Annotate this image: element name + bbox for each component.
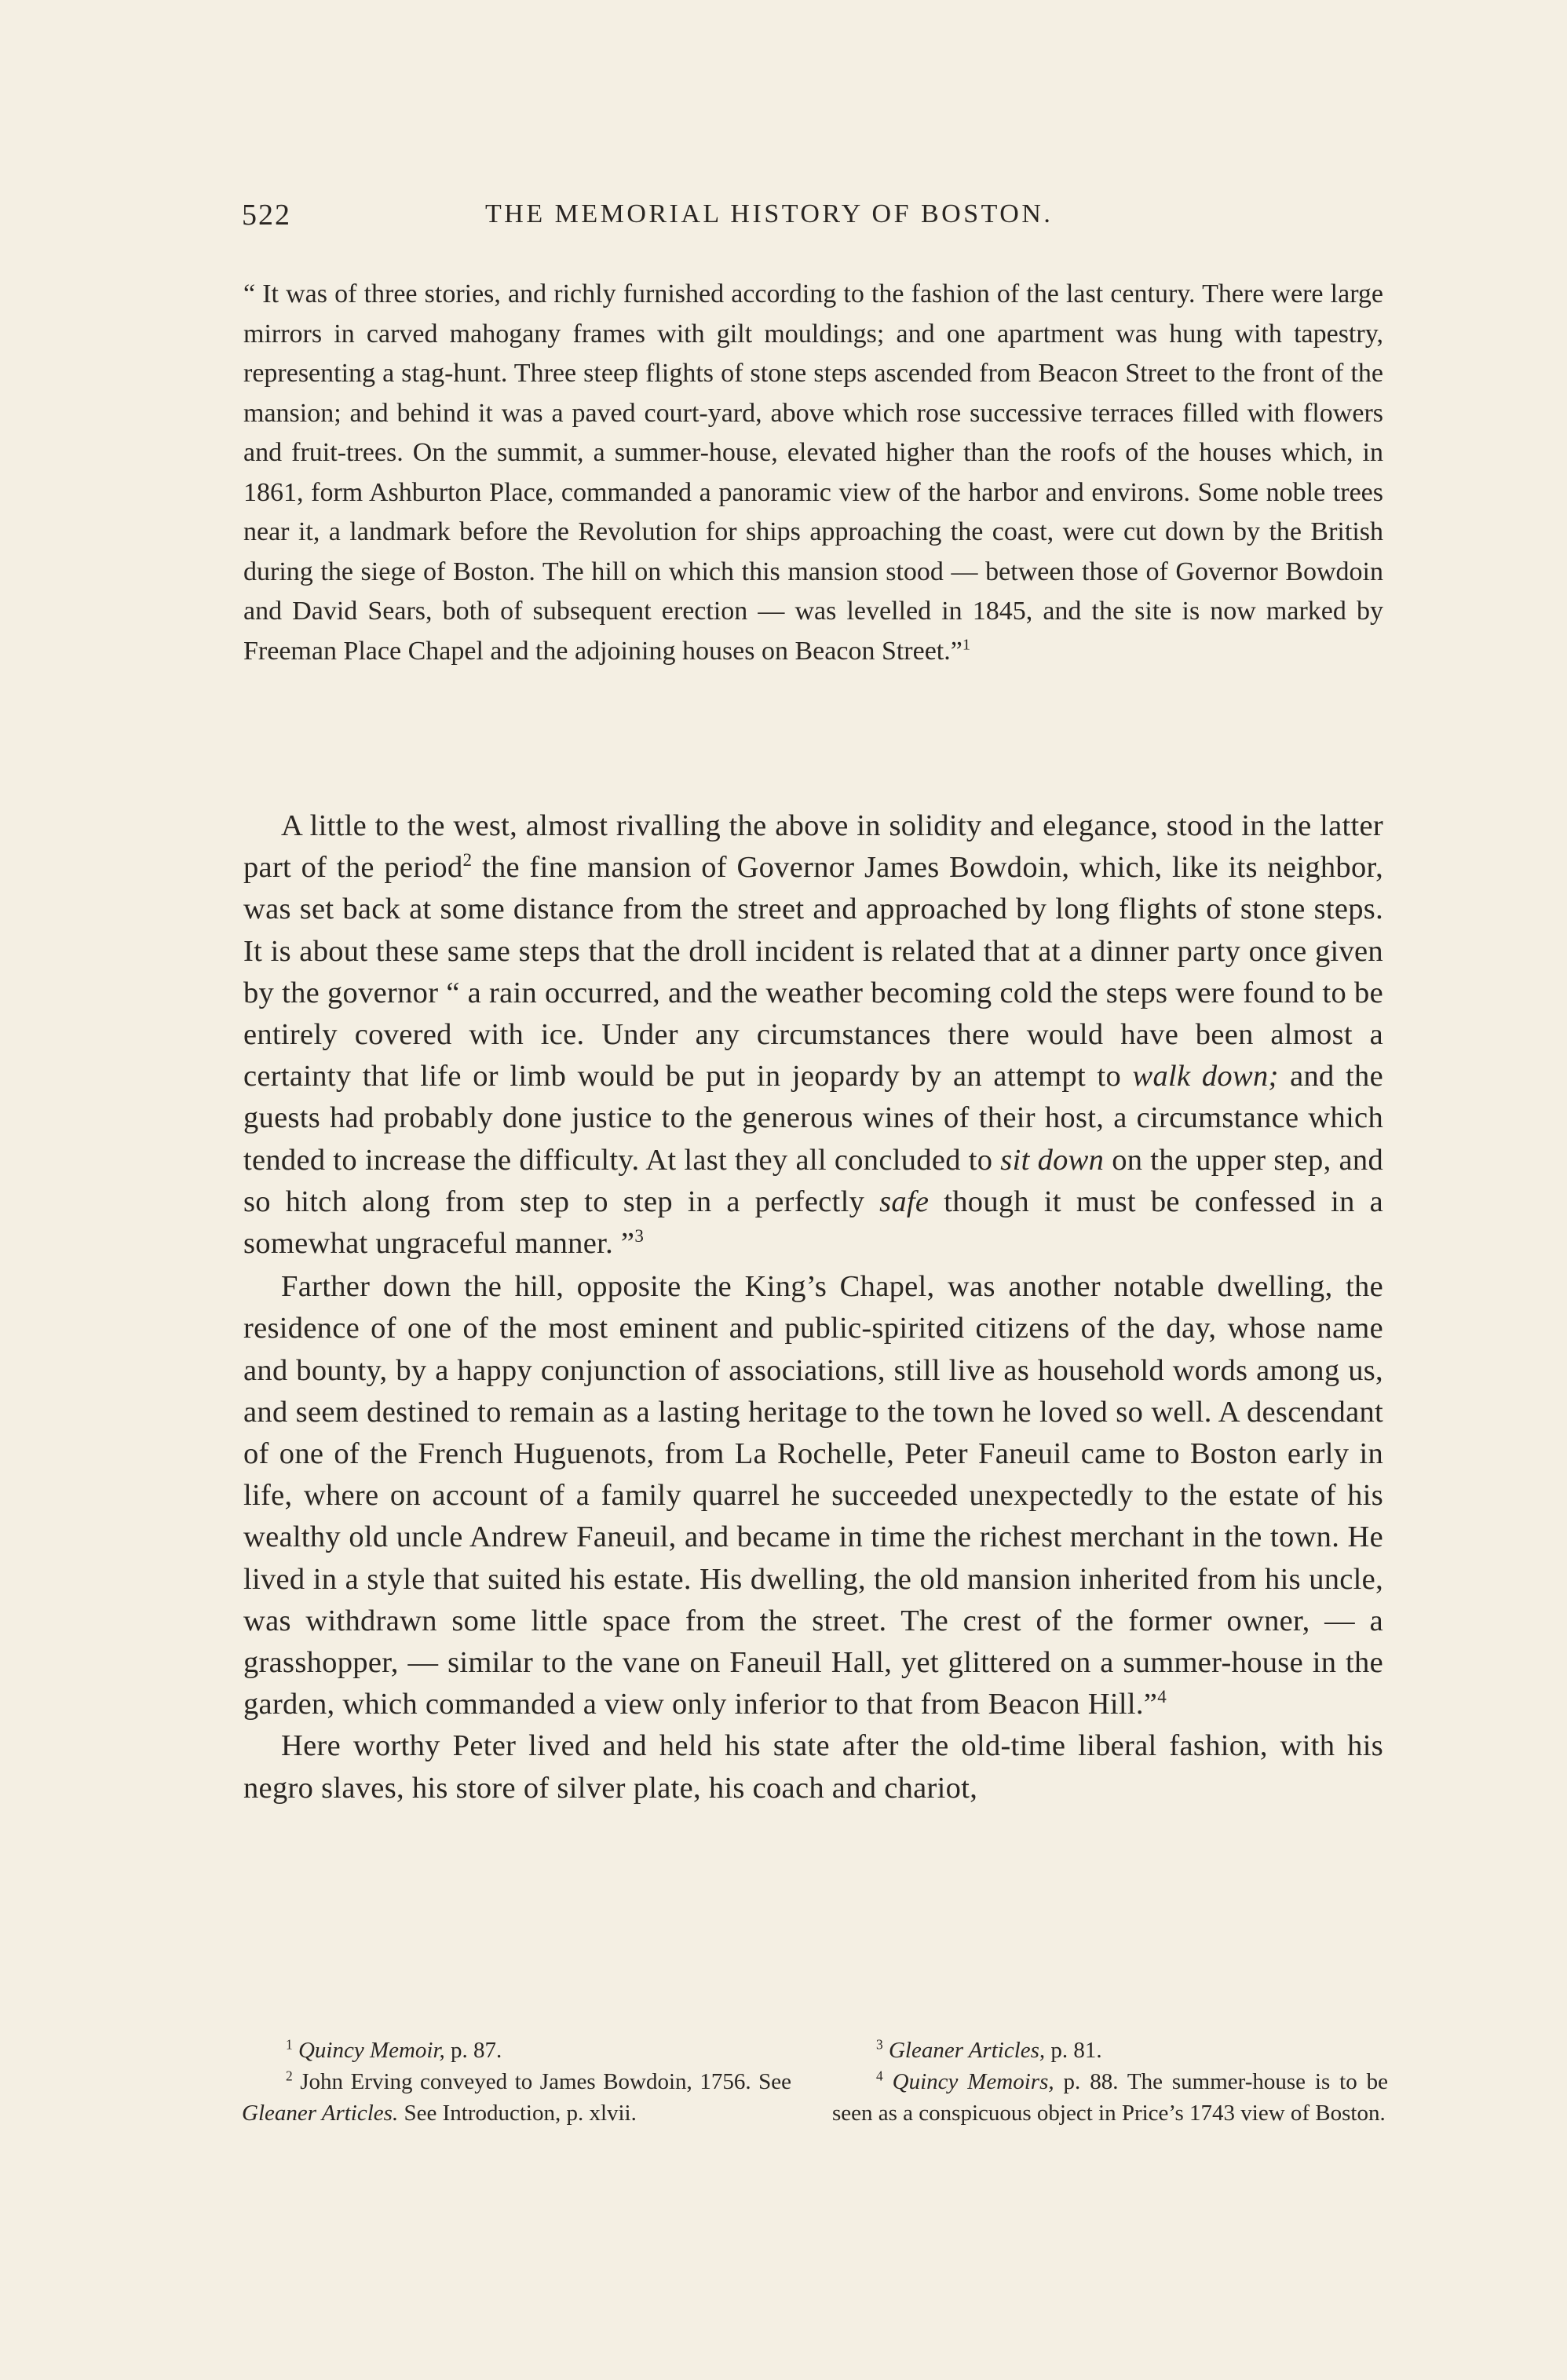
page-number: 522 bbox=[242, 199, 291, 232]
italic-text: sit down bbox=[1000, 1143, 1105, 1177]
running-title: THE MEMORIAL HISTORY OF BOSTON. bbox=[485, 199, 1054, 228]
footnote-number: 4 bbox=[876, 2068, 883, 2084]
footnote-ref-2: 2 bbox=[462, 849, 473, 871]
text-run: Farther down the hill, opposite the King’s Chapel, was another notable dwelling, the residence of one of the most eminent and public-spirited citizens of the day, whose name and bounty, by a happy conjunction of associations, still live as household words among us, and seem destined to remain as a lasting heritage to the town he loved so well. A descendant of one of the French Huguenots, from La Rochelle, Peter Faneuil came to Boston early in life, where on account of a family quarrel he succeeded unexpectedly to the estate of his wealthy old uncle Andrew Faneuil, and became in time the richest merchant in the town. He lived in a style that suited his estate. His dwelling, the old mansion inherited from his uncle, was withdrawn some little space from the street. The crest of the former owner, — a grasshopper, — similar to the vane on Faneuil Hall, yet glittered on a summer-house in the garden, which commanded a view only inferior to that from Beacon Hill.” bbox=[243, 1270, 1383, 1721]
footnote-text: See Introduction, p. xlvii. bbox=[398, 2101, 637, 2126]
paragraph-peter bbox=[243, 1725, 1383, 1809]
text-run: A little to the west, almost rivalling the above in solidity and elegance, stood in the latter part of the period bbox=[243, 809, 1383, 885]
footnote-text: p. 81. bbox=[1045, 2038, 1102, 2063]
quote-paragraph bbox=[243, 275, 1383, 671]
footnote-2 bbox=[242, 2066, 791, 2129]
footnote-ref-4: 4 bbox=[1157, 1686, 1167, 1707]
paragraph-faneuil bbox=[243, 1266, 1383, 1725]
paragraph-bowdoin bbox=[243, 805, 1383, 1265]
footnote-number: 2 bbox=[286, 2068, 293, 2084]
footnote-3 bbox=[832, 2035, 1388, 2066]
footnotes-right-column bbox=[832, 2035, 1388, 2129]
text-run: the fine mansion of Governor James Bowdoin, which, like its neighbor, was set back at some distance from the street and approached by long flights of stone steps. It is about these same steps that the droll incident is related that at a dinner party once given by the governor “ a rain occurred, and the weather becoming cold the steps were found to be entirely covered with ice. Under any circumstances there would have been almost a certainty that life or limb would be put in jeopardy by an attempt to bbox=[243, 851, 1384, 1093]
italic-text: safe bbox=[879, 1185, 930, 1218]
block-quote bbox=[243, 275, 1383, 671]
text-run: on the upper step, and so hitch along from step to step in a perfectly bbox=[243, 1143, 1383, 1218]
footnote-ref-1: 1 bbox=[962, 636, 971, 654]
page-header bbox=[242, 198, 1385, 245]
footnote-text: p. 88. The summer-house is to be seen as a conspicuous object in Price’s 1743 view of Boston. bbox=[832, 2069, 1389, 2126]
footnote-text: p. 87. bbox=[444, 2038, 502, 2063]
footnote-number: 1 bbox=[286, 2036, 293, 2053]
footnote-title: Gleaner Articles, bbox=[888, 2038, 1046, 2063]
footnote-1 bbox=[242, 2035, 791, 2066]
footnote-4 bbox=[832, 2066, 1388, 2129]
footnote-text: John Erving conveyed to James Bowdoin, 1756. See bbox=[292, 2069, 791, 2094]
footnote-title: Quincy Memoirs, bbox=[892, 2069, 1054, 2094]
footnotes-left-column bbox=[242, 2035, 791, 2129]
text-run: Here worthy Peter lived and held his state after the old-time liberal fashion, with his negro slaves, his store of silver plate, his coach and chariot, bbox=[243, 1729, 1383, 1805]
footnote-title: Quincy Memoir, bbox=[298, 2038, 445, 2063]
footnote-title: Gleaner Articles. bbox=[242, 2101, 399, 2126]
text-run: and the guests had probably done justice to the generous wines of their host, a circumstance which tended to increase the difficulty. At last they all concluded to bbox=[243, 1060, 1383, 1177]
quote-text: “ It was of three stories, and richly furnished according to the fashion of the last century. There were large mirrors in carved mahogany frames with gilt mouldings; and one apartment was hung with tapestry, representing a stag-hunt. Three steep flights of stone steps ascended from Beacon Street to the front of the mansion; and behind it was a paved court-yard, above which rose successive terraces filled with flowers and fruit-trees. On the summit, a summer-house, elevated higher than the roofs of the houses which, in 1861, form Ashburton Place, commanded a panoramic view of the harbor and environs. Some noble trees near it, a landmark before the Revolution for ships approaching the coast, were cut down by the British during the siege of Boston. The hill on which this mansion stood — between those of Governor Bowdoin and David Sears, both of subsequent erection — was levelled in 1845, and the site is now marked by Freeman Place Chapel and the adjoining houses on Beacon Street.” bbox=[243, 279, 1383, 666]
main-text bbox=[243, 805, 1383, 1809]
text-run: though it must be confessed in a somewhat ungraceful manner. ” bbox=[243, 1185, 1383, 1261]
footnote-number: 3 bbox=[876, 2036, 883, 2053]
footnote-ref-3: 3 bbox=[634, 1225, 645, 1247]
italic-text: walk down; bbox=[1132, 1060, 1279, 1093]
